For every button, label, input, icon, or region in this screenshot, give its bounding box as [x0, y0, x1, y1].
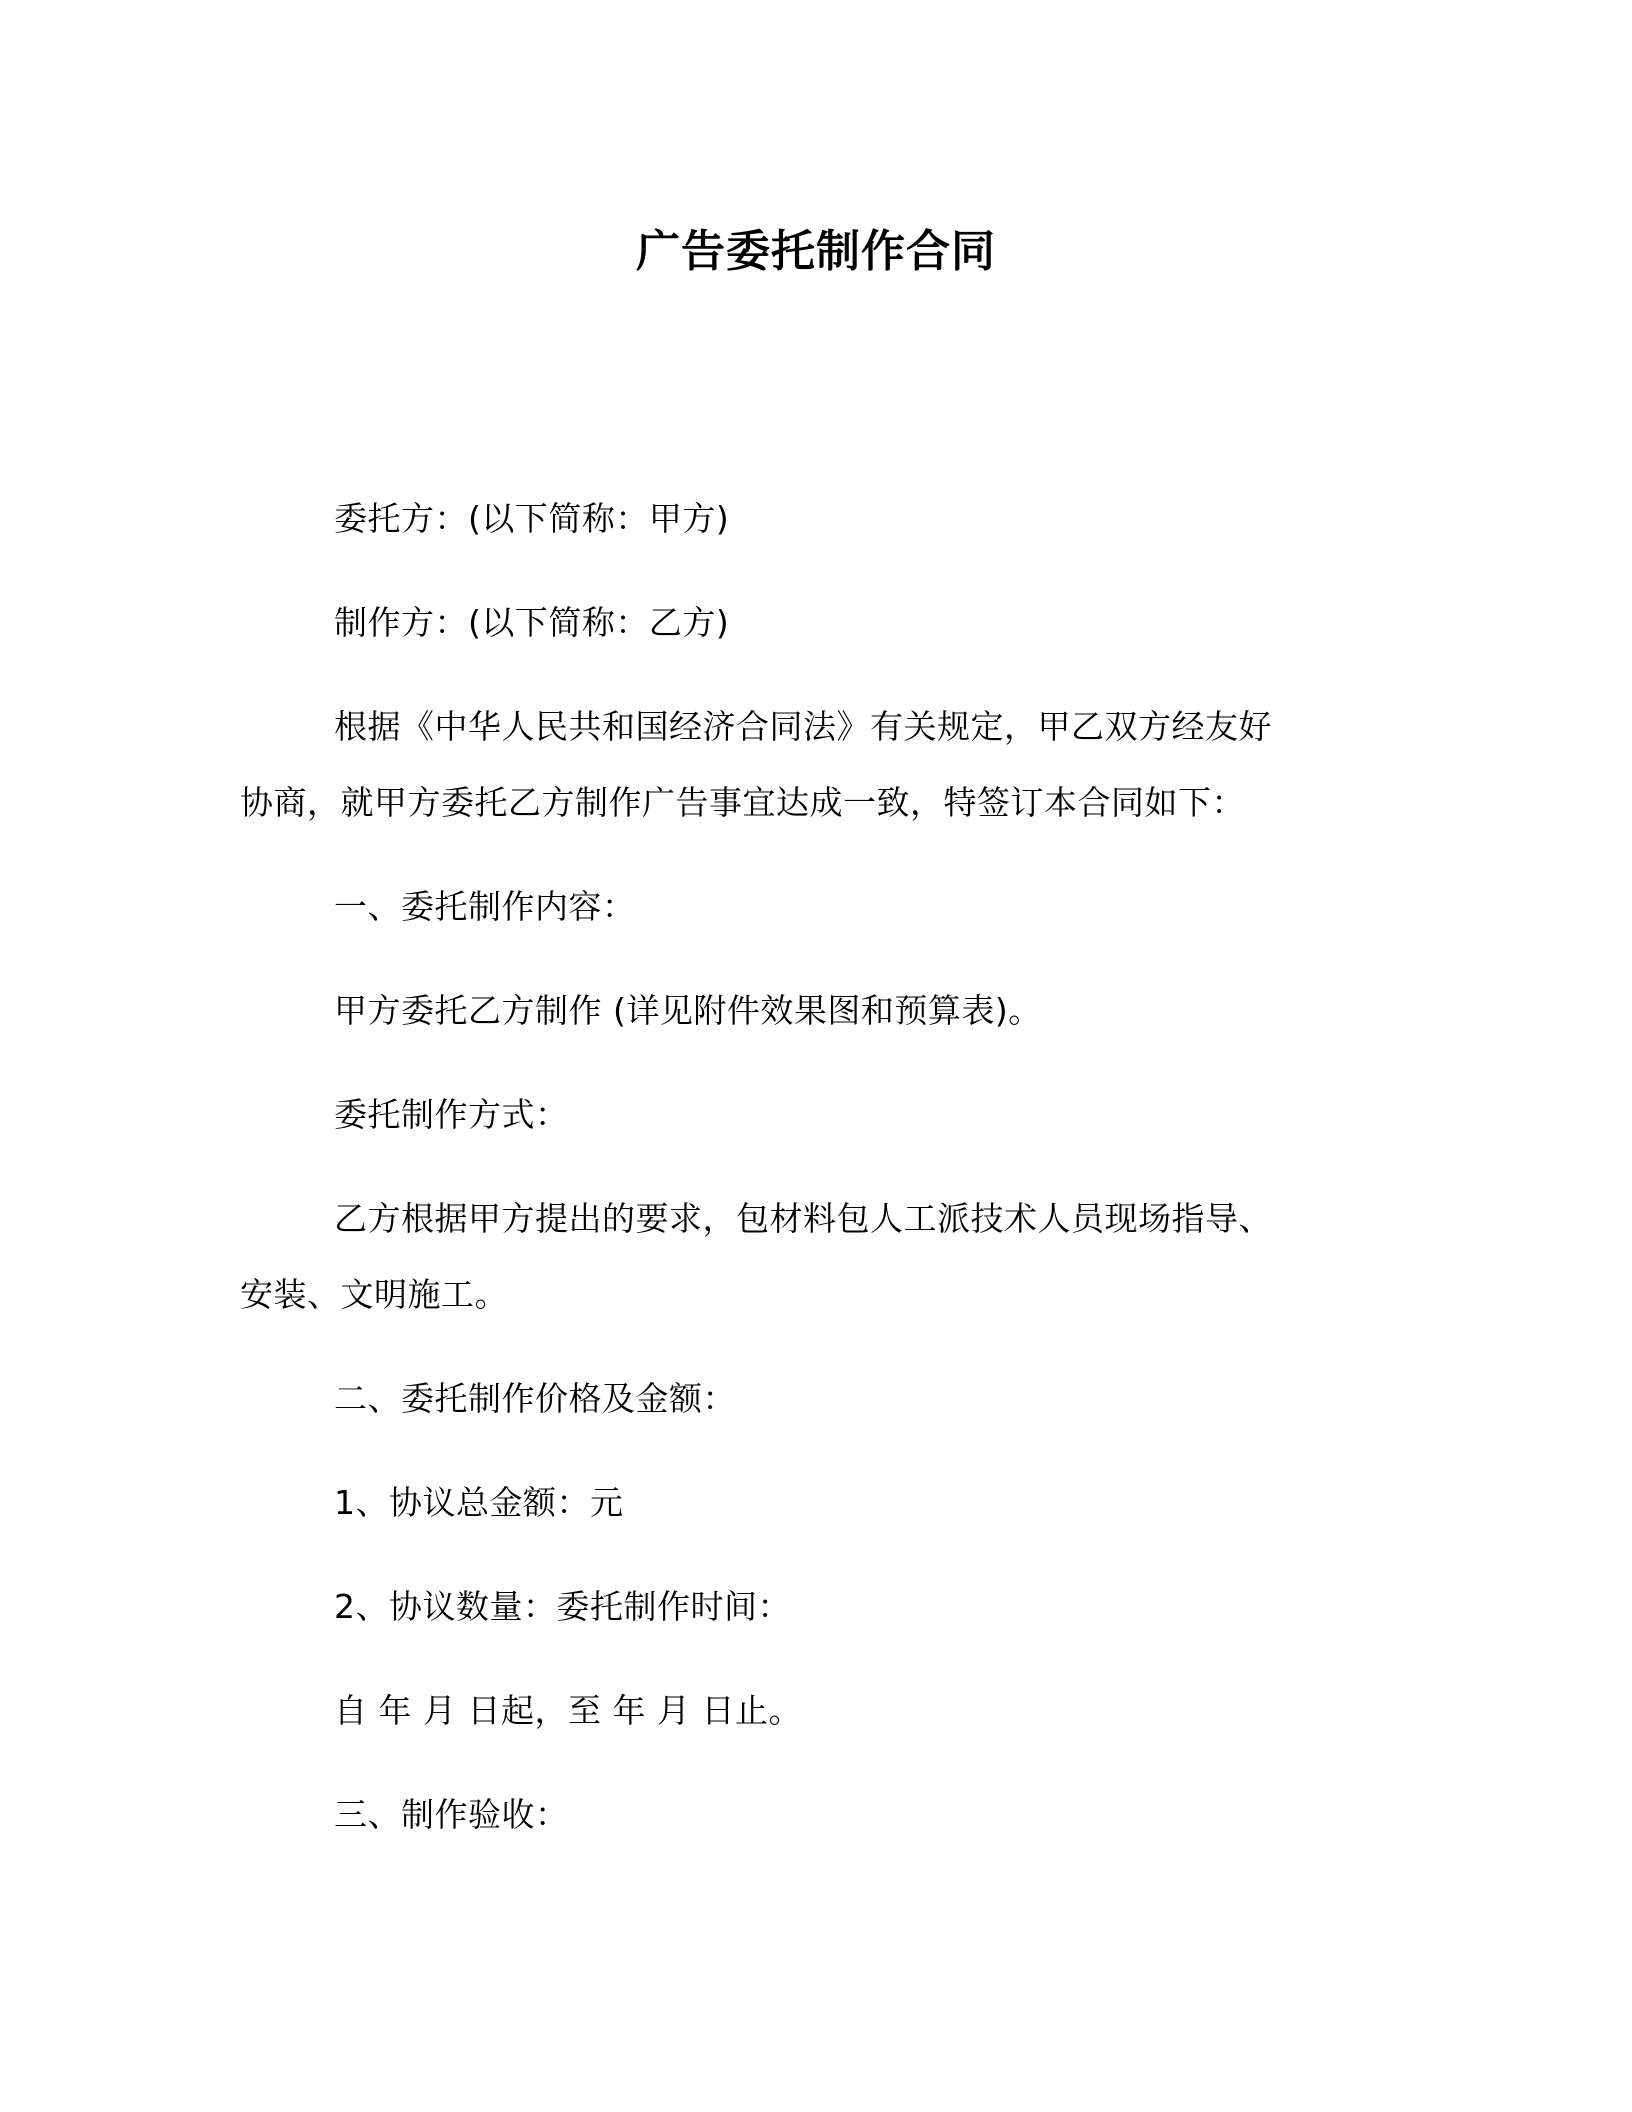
paragraph-intro-line2: 协商，就甲方委托乙方制作广告事宜达成一致，特签订本合同如下：: [240, 783, 1245, 822]
paragraph-total-amount: 1、协议总金额：元: [334, 1483, 624, 1522]
document-title: 广告委托制作合同: [636, 226, 996, 277]
paragraph-producer: 制作方：(以下简称：乙方): [334, 603, 730, 642]
paragraph-method-heading: 委托制作方式：: [334, 1095, 569, 1134]
section-heading-2: 二、委托制作价格及金额：: [334, 1379, 736, 1418]
paragraph-method-line1: 乙方根据甲方提出的要求，包材料包人工派技术人员现场指导、: [334, 1199, 1272, 1238]
paragraph-intro-line1: 根据《中华人民共和国经济合同法》有关规定，甲乙双方经友好: [334, 707, 1272, 746]
paragraph-client: 委托方：(以下简称：甲方): [334, 499, 730, 538]
paragraph-quantity: 2、协议数量：委托制作时间：: [334, 1587, 791, 1626]
paragraph-content: 甲方委托乙方制作 (详见附件效果图和预算表)。: [334, 991, 1042, 1030]
paragraph-method-line2: 安装、文明施工。: [240, 1275, 508, 1314]
paragraph-period: 自 年 月 日起，至 年 月 日止。: [334, 1691, 802, 1730]
section-heading-1: 一、委托制作内容：: [334, 887, 636, 926]
section-heading-3: 三、制作验收：: [334, 1795, 569, 1834]
